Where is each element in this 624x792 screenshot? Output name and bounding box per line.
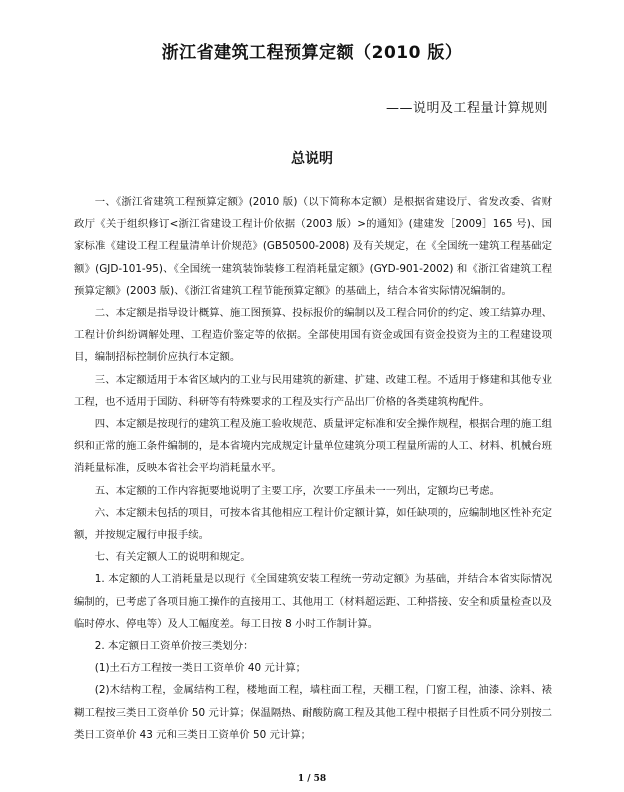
section-title: 总说明 xyxy=(291,151,333,167)
paragraph-10: (1)土石方工程按一类日工资单价 40 元计算； xyxy=(94,662,306,675)
page-number: 1 / 58 xyxy=(297,774,327,784)
paragraph-7: 七、有关定额人工的说明和规定。 xyxy=(94,551,251,564)
paragraph-4: 四、本定额是按现行的建筑工程及施工验收规范、质量评定标准和安全操作规程，根据合理的施工组织和正常的施工条件编制的，是本省境内完成规定计量单位建筑分项工程量所需的人工、材料、机械台班消耗量标准，反映本省社会平均消耗量水平。 xyxy=(74,418,552,475)
paragraph-3: 三、本定额适用于本省区域内的工业与民用建筑的新建、扩建、改建工程。不适用于修建和其他专业工程，也不适用于国防、科研等有特殊要求的工程及实行产品出厂价格的各类建筑构配件。 xyxy=(74,373,552,408)
paragraph-11: (2)木结构工程，金属结构工程，楼地面工程，墙柱面工程，天棚工程，门窗工程，油漆、涂料、裱糊工程按三类日工资单价 50 元计算；保温隔热、耐酸防腐工程及其他工程中根据子目性质不同分别按二类日工资单价 43 元和三类日工资单价 50 元计算； xyxy=(74,684,552,741)
document-title: 浙江省建筑工程预算定额（2010 版） xyxy=(161,43,463,63)
paragraph-8: 1. 本定额的人工消耗量是以现行《全国建筑安装工程统一劳动定额》为基础，并结合本省实际情况编制的，已考虑了各项目施工操作的直接用工、其他用工（材料超运距、工种搭接、安全和质量检查以及临时停水、停电等）及人工幅度差。每工日按 8 小时工作制计算。 xyxy=(74,573,552,630)
body-text xyxy=(74,191,552,746)
paragraph-1: 一、《浙江省建筑工程预算定额》(2010 版)（以下简称本定额）是根据省建设厅、省发改委、省财政厅《关于组织修订<浙江省建设工程计价依据（2003 版）>的通知》(建建发［2009］165 号)、国家标准《建设工程工程量清单计价规范》(GB50500-2008) 及有关规定，在《全国统一建筑工程基础定额》(GJD-101-95)、《全国统一建筑装饰装修工程消耗量定额》(GYD-901-2002) 和《浙江省建筑工程预算定额》(2003 版)、《浙江省建筑工程节能预算定额》的基础上，结合本省实际情况编制的。 xyxy=(74,196,552,297)
document-subtitle: ——说明及工程量计算规则 xyxy=(385,101,548,116)
paragraph-5: 五、本定额的工作内容扼要地说明了主要工序，次要工序虽未一一列出，定额均已考虑。 xyxy=(94,484,501,497)
paragraph-2: 二、本定额是指导设计概算、施工图预算、投标报价的编制以及工程合同价的约定、竣工结算办理、工程计价纠纷调解处理、工程造价鉴定等的依据。全部使用国有资金或国有资金投资为主的工程建设项目，编制招标控制价应执行本定额。 xyxy=(74,307,552,364)
paragraph-9: 2. 本定额日工资单价按三类划分： xyxy=(94,640,254,653)
paragraph-6: 六、本定额未包括的项目，可按本省其他相应工程计价定额计算，如任缺项的，应编制地区性补充定额，并按规定履行申报手续。 xyxy=(74,506,552,542)
